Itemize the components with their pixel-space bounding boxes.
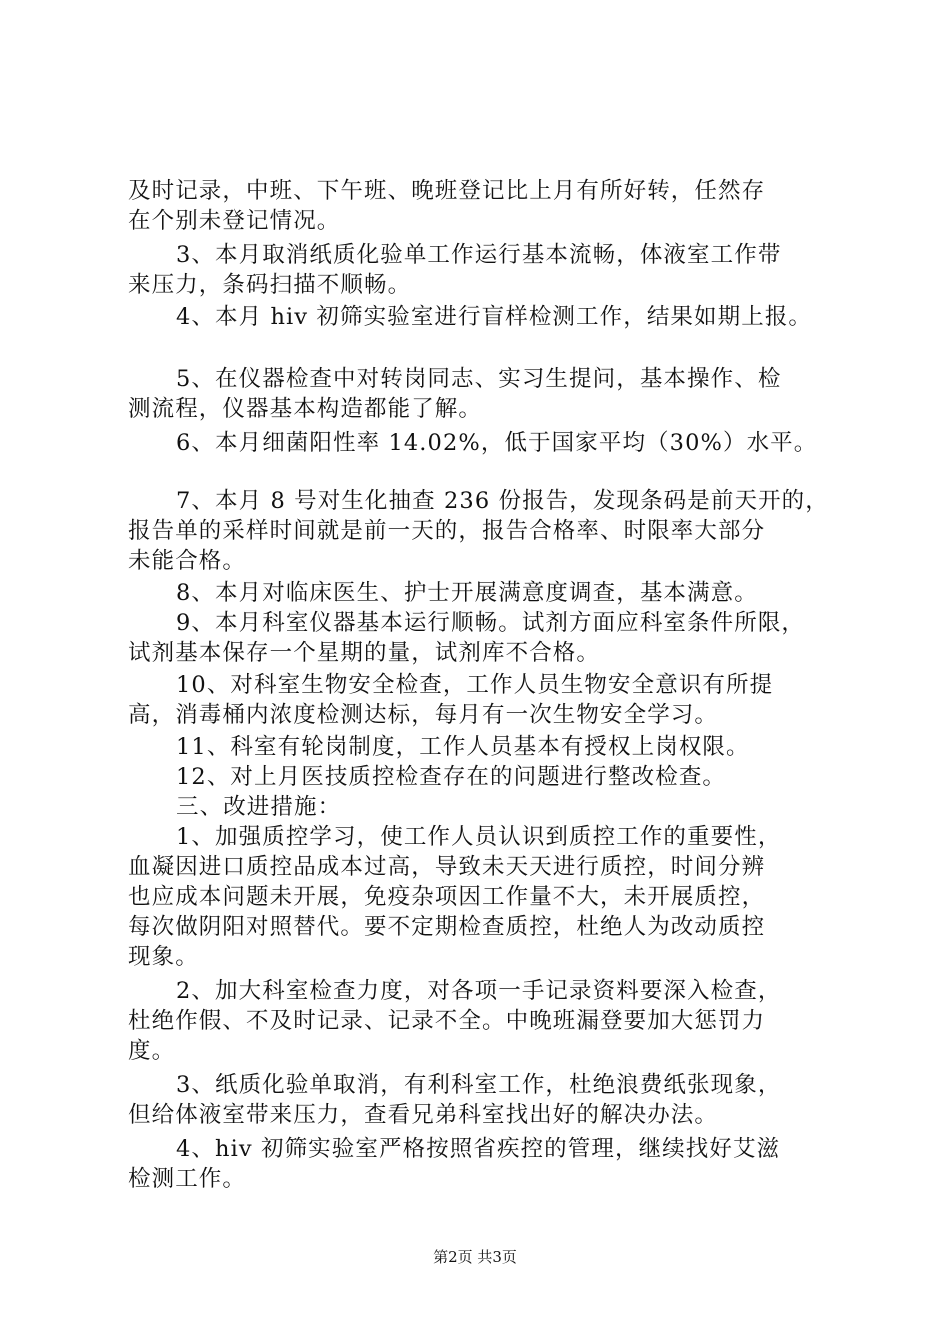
paragraph-line: 报告单的采样时间就是前一天的，报告合格率、时限率大部分	[128, 518, 766, 544]
paragraph-line: 11、科室有轮岗制度，工作人员基本有授权上岗权限。	[176, 734, 750, 760]
paragraph-line: 杜绝作假、不及时记录、记录不全。中晚班漏登要加大惩罚力	[128, 1008, 766, 1034]
paragraph-line: 4、本月 hiv 初筛实验室进行盲样检测工作，结果如期上报。	[176, 304, 813, 330]
paragraph-line: 3、纸质化验单取消，有利科室工作，杜绝浪费纸张现象，	[176, 1072, 782, 1098]
paragraph-line: 在个别未登记情况。	[128, 208, 341, 234]
paragraph-line: 测流程，仪器基本构造都能了解。	[128, 396, 483, 422]
paragraph-line: 10、对科室生物安全检查，工作人员生物安全意识有所提	[176, 672, 774, 698]
paragraph-line: 3、本月取消纸质化验单工作运行基本流畅，体液室工作带	[176, 242, 782, 268]
paragraph-line: 血凝因进口质控品成本过高，导致未天天进行质控，时间分辨	[128, 854, 766, 880]
paragraph-line: 9、本月科室仪器基本运行顺畅。试剂方面应科室条件所限，	[176, 610, 806, 636]
paragraph-line: 试剂基本保存一个星期的量，试剂库不合格。	[128, 640, 601, 666]
paragraph-line: 检测工作。	[128, 1166, 247, 1192]
page-number-footer: 第2页 共3页	[433, 1248, 517, 1266]
paragraph-line: 6、本月细菌阳性率 14.02%，低于国家平均（30%）水平。	[176, 430, 818, 456]
paragraph-line: 5、在仪器检查中对转岗同志、实习生提问，基本操作、检	[176, 366, 782, 392]
paragraph-line: 也应成本问题未开展，免疫杂项因工作量不大，未开展质控，	[128, 884, 766, 910]
paragraph-line: 度。	[128, 1038, 176, 1064]
section-heading: 三、改进措施：	[176, 794, 342, 820]
paragraph-line: 但给体液室带来压力，查看兄弟科室找出好的解决办法。	[128, 1102, 719, 1128]
paragraph-line: 4、hiv 初筛实验室严格按照省疾控的管理，继续找好艾滋	[176, 1136, 781, 1162]
paragraph-line: 2、加大科室检查力度，对各项一手记录资料要深入检查，	[176, 978, 782, 1004]
paragraph-line: 未能合格。	[128, 548, 247, 574]
paragraph-line: 1、加强质控学习，使工作人员认识到质控工作的重要性，	[176, 824, 782, 850]
paragraph-line: 12、对上月医技质控检查存在的问题进行整改检查。	[176, 764, 727, 790]
paragraph-line: 8、本月对临床医生、护士开展满意度调查，基本满意。	[176, 580, 758, 606]
paragraph-line: 7、本月 8 号对生化抽查 236 份报告，发现条码是前天开的，	[176, 488, 829, 514]
paragraph-line: 高，消毒桶内浓度检测达标，每月有一次生物安全学习。	[128, 702, 719, 728]
paragraph-line: 来压力，条码扫描不顺畅。	[128, 272, 412, 298]
paragraph-line: 每次做阴阳对照替代。要不定期检查质控，杜绝人为改动质控	[128, 914, 766, 940]
paragraph-line: 现象。	[128, 944, 199, 970]
paragraph-line: 及时记录，中班、下午班、晚班登记比上月有所好转，任然存	[128, 178, 766, 204]
